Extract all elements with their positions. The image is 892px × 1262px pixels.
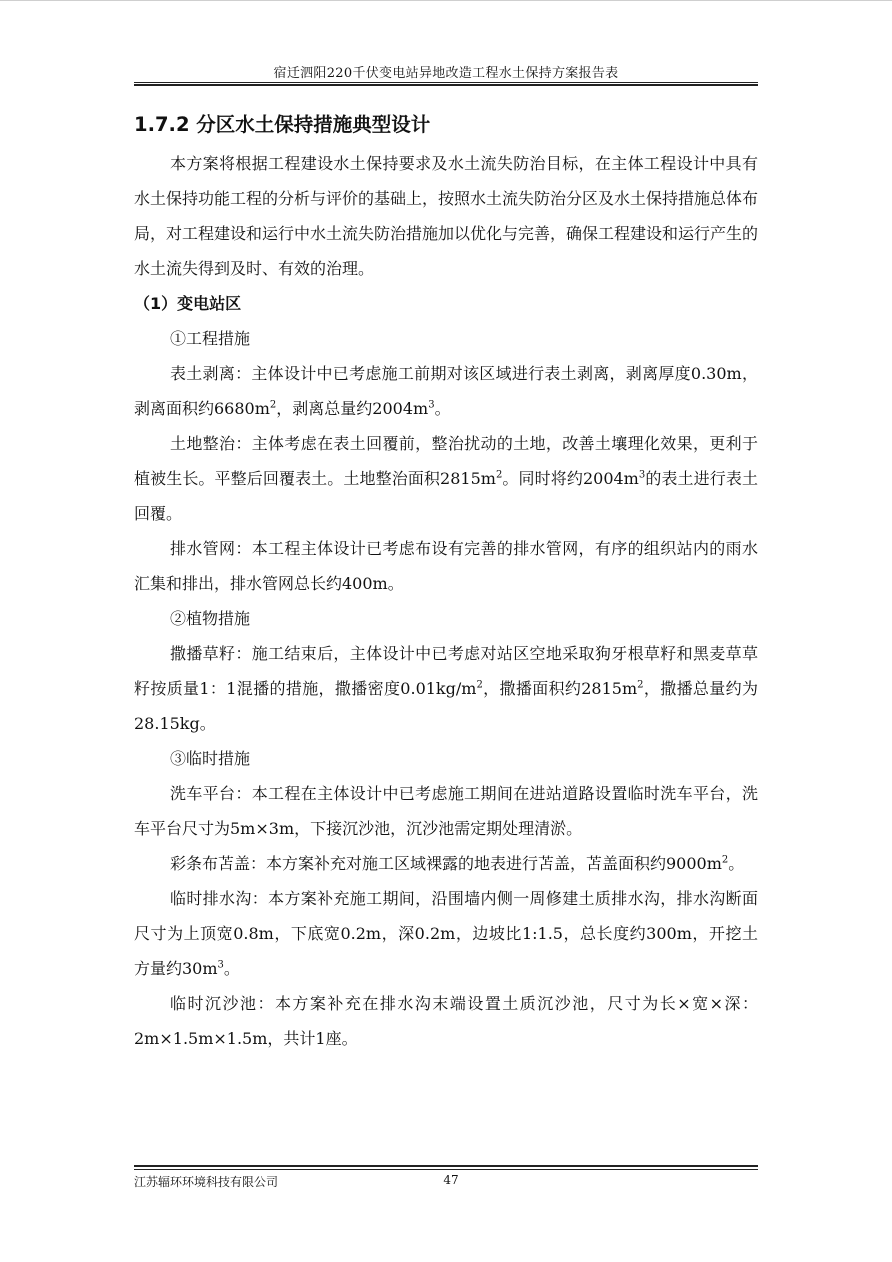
footer-rule-thick — [134, 1165, 758, 1167]
grass-sowing-text: 撒播草籽：施工结束后，主体设计中已考虑对站区空地采取狗牙根草籽和黑麦草草籽按质量1：1混播的措施，撒播密度0.01kg/m — [134, 644, 758, 698]
land-leveling-paragraph — [134, 426, 758, 531]
unit-superscript: 3 — [428, 399, 435, 411]
unit-superscript: 3 — [217, 959, 224, 971]
grass-sowing-text: ，撒播面积约2815m — [482, 679, 638, 698]
drain-ditch-text: 临时排水沟：本方案补充施工期间，沿围墙内侧一周修建土质排水沟，排水沟断面尺寸为上顶宽0.8m，下底宽0.2m，深0.2m，边坡比1:1.5，总长度约300m，开挖土方量约30m — [134, 889, 758, 978]
tarp-cover-text: 彩条布苫盖：本方案补充对施工区域裸露的地表进行苫盖，苫盖面积约9000m — [170, 854, 722, 873]
vegetation-measures-title: ②植物措施 — [170, 609, 251, 628]
intro-paragraph: 本方案将根据工程建设水土保持要求及水土流失防治目标，在主体工程设计中具有水土保持功能工程的分析与评价的基础上，按照水土流失防治分区及水土保持措施总体布局，对工程建设和运行中水土流失防治措施加以优化与完善，确保工程建设和运行产生的水土流失得到及时、有效的治理。 — [134, 154, 759, 278]
drainage-network-paragraph: 排水管网：本工程主体设计已考虑布设有完善的排水管网，有序的组织站内的雨水汇集和排出，排水管网总长约400m。 — [134, 539, 758, 593]
page-number: 47 — [443, 1173, 459, 1187]
section-heading: 1.7.2 分区水土保持措施典型设计 — [134, 113, 431, 136]
topsoil-stripping-text: 表土剥离：主体设计中已考虑施工前期对该区域进行表土剥离，剥离厚度0.30m，剥离面积约6680m — [134, 364, 758, 418]
unit-superscript: 2 — [269, 399, 277, 411]
header-rule-thick — [134, 84, 758, 86]
temporary-measures-title: ③临时措施 — [170, 749, 251, 768]
drain-ditch-text: 。 — [223, 959, 240, 978]
grass-sowing-paragraph — [134, 636, 758, 741]
header-rule — [134, 82, 758, 83]
page-top-edge — [0, 0, 892, 1]
unit-superscript: 2 — [476, 679, 483, 691]
running-header: 宿迁泗阳220千伏变电站异地改造工程水土保持方案报告表 — [273, 66, 619, 81]
car-wash-paragraph: 洗车平台：本工程在主体设计中已考虑施工期间在进站道路设置临时洗车平台，洗车平台尺寸为5m×3m，下接沉沙池，沉沙池需定期处理清淤。 — [134, 784, 758, 838]
land-leveling-text: 。同时将约2004m — [502, 469, 639, 488]
grass-sowing-text: ，撒播总量约为28.15kg。 — [134, 679, 758, 733]
engineering-measures-title: ①工程措施 — [170, 329, 251, 348]
topsoil-stripping-text: 。 — [434, 399, 451, 418]
land-leveling-text: 土地整治：主体考虑在表土回覆前，整治扰动的土地，改善土壤理化效果，更利于植被生长。平整后回覆表土。土地整治面积2815m — [134, 434, 758, 488]
land-leveling-text: 的表土进行表土回覆。 — [134, 469, 758, 523]
unit-superscript: 2 — [721, 854, 729, 866]
drain-ditch-paragraph — [134, 881, 758, 986]
tarp-cover-text: 。 — [728, 854, 745, 873]
topsoil-stripping-paragraph — [134, 356, 758, 426]
page-content — [134, 108, 758, 1056]
tarp-cover-paragraph — [134, 846, 758, 881]
unit-superscript: 2 — [637, 679, 644, 691]
unit-superscript: 3 — [638, 469, 646, 481]
zone-title: （1）变电站区 — [134, 294, 242, 313]
unit-superscript: 2 — [495, 469, 503, 481]
footer-company-name: 江苏辐环环境科技有限公司 — [134, 1175, 279, 1189]
topsoil-stripping-text: ，剥离总量约2004m — [276, 399, 429, 418]
footer-rule — [134, 1169, 758, 1170]
settling-basin-paragraph: 临时沉沙池：本方案补充在排水沟末端设置土质沉沙池，尺寸为长×宽×深：2m×1.5m×1.5m，共计1座。 — [134, 994, 758, 1048]
